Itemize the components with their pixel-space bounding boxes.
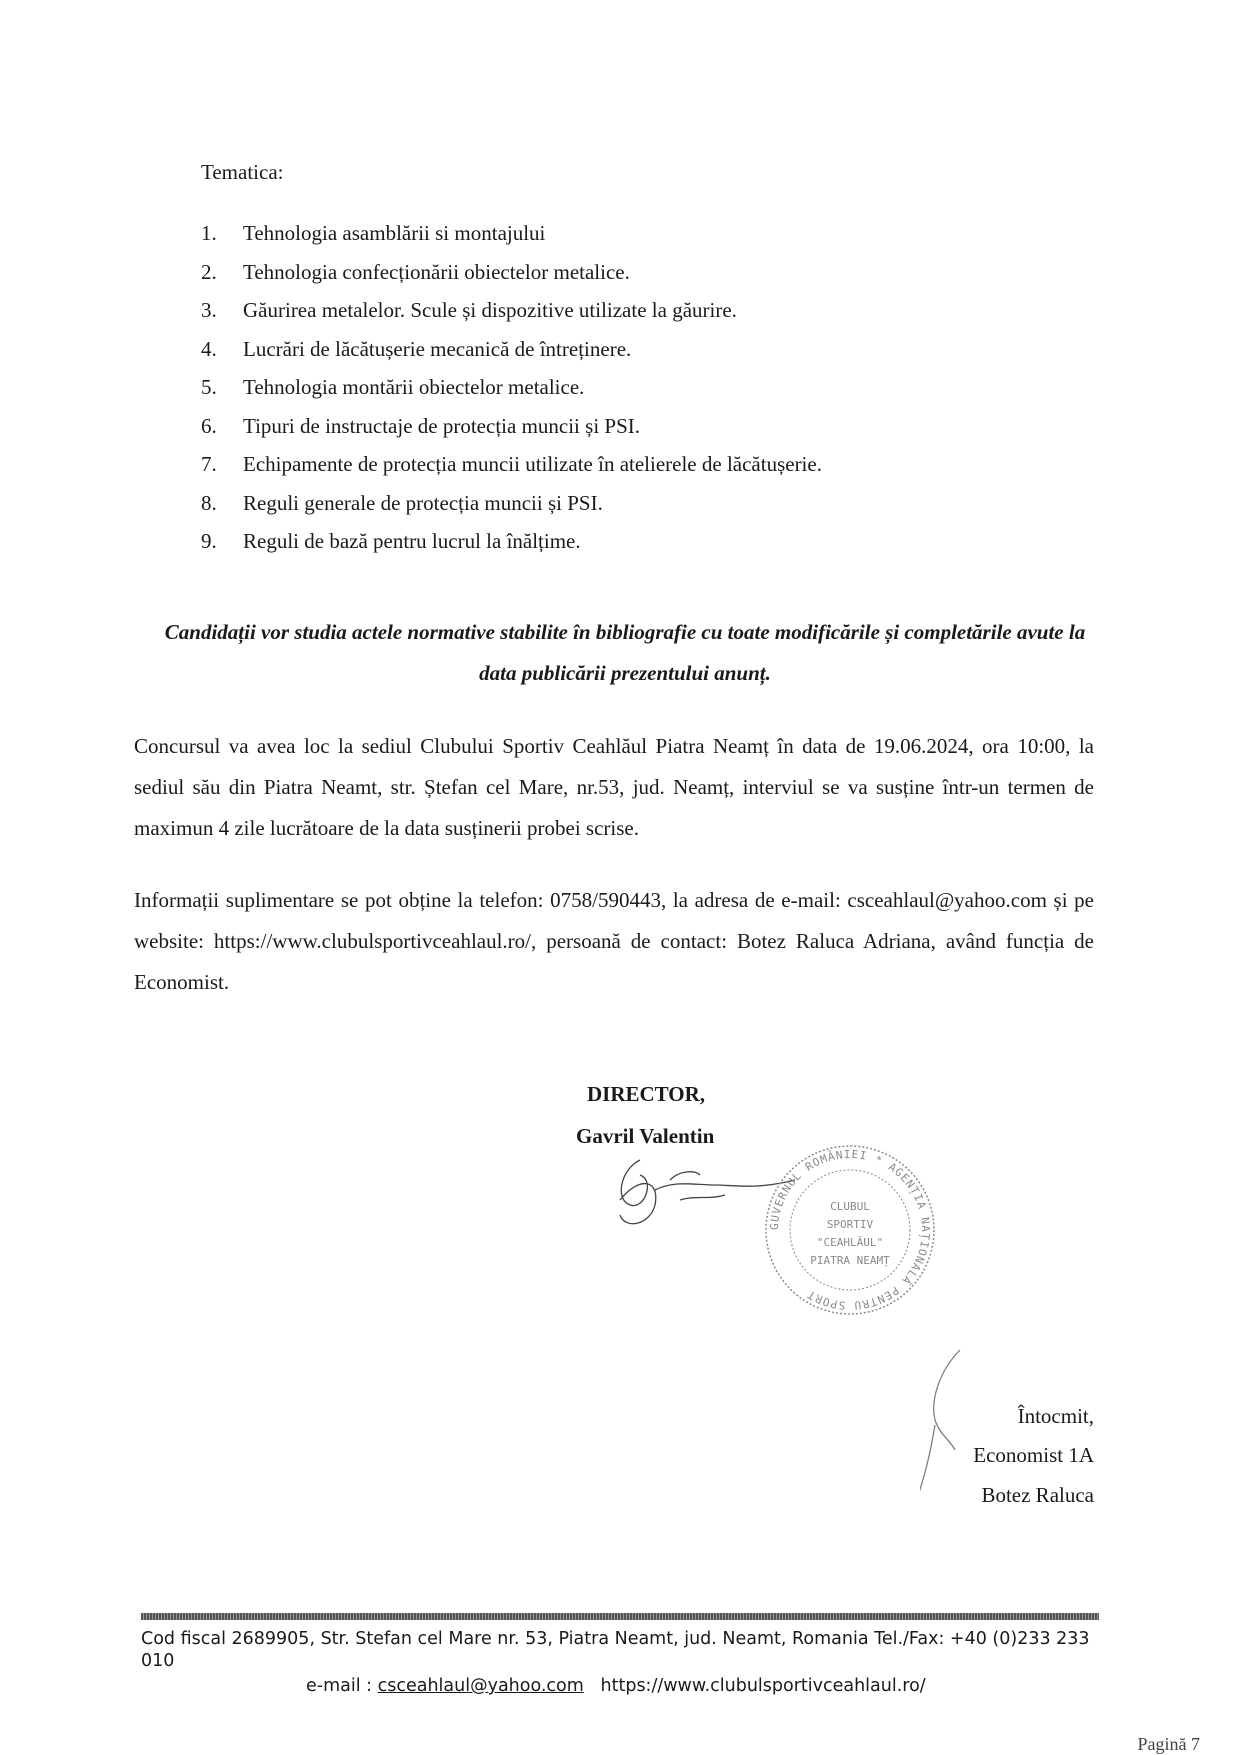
stamp-line-1: CLUBUL	[830, 1200, 870, 1213]
footer-divider	[141, 1613, 1099, 1620]
list-item: 1. Tehnologia asamblării si montajului	[201, 221, 546, 245]
director-name: Gavril Valentin	[576, 1124, 715, 1148]
footer-contact	[306, 1676, 926, 1696]
footer-email-link[interactable]: csceahlaul@yahoo.com	[377, 1676, 584, 1696]
stamp-line-4: PIATRA NEAMȚ	[810, 1254, 890, 1267]
stamp-outer-text: GUVERNUL ROMÂNIEI * AGENȚIA NAȚIONALĂ PENTRU SPORT	[767, 1147, 933, 1313]
stamp-line-2: SPORTIV	[826, 1218, 874, 1231]
info-paragraph: Informații suplimentare se pot obține la telefon: 0758/590443, la adresa de e-mail: csceahlaul@yahoo.com și pe website: https://www.clubulsportivceahlaul.ro/, persoană de contact: Botez Raluca Adriana, având funcția de Economist.	[134, 888, 1094, 994]
list-item: 2. Tehnologia confecționării obiectelor metalice.	[201, 259, 630, 284]
director-title: DIRECTOR,	[587, 1082, 706, 1106]
list-item: 5. Tehnologia montării obiectelor metalice.	[201, 375, 585, 399]
stamp-line-3: "CEAHLĂUL"	[816, 1236, 884, 1249]
preparer-signature	[920, 1340, 980, 1520]
prepared-by-name: Botez Raluca	[981, 1483, 1094, 1507]
notice-text: Candidații vor studia actele normative stabilite în bibliografie cu toate modificările și completările avute la data publicării prezentului anunț.	[164, 620, 1086, 685]
list-item: 6. Tipuri de instructaje de protecția muncii și PSI.	[201, 413, 641, 438]
contest-paragraph: Concursul va avea loc la sediul Clubului Sportiv Ceahlăul Piatra Neamț în data de 19.06.2024, ora 10:00, la sediul său din Piatra Neamt, str. Ștefan cel Mare, nr.53, jud. Neamț, interviul se va susține într-un termen de maximun 4 zile lucrătoare de la data susținerii probei scrise.	[134, 734, 1094, 840]
footer-address: Cod fiscal 2689905, Str. Stefan cel Mare nr. 53, Piatra Neamt, jud. Neamt, Romania Tel./Fax: +40 (0)233 233 010	[141, 1629, 1090, 1671]
list-item: 8. Reguli generale de protecția muncii și PSI.	[201, 490, 603, 515]
section-heading: Tematica:	[201, 160, 284, 184]
footer-website-link[interactable]: https://www.clubulsportivceahlaul.ro/	[600, 1676, 926, 1696]
list-item: 9. Reguli de bază pentru lucrul la înălțime.	[201, 529, 581, 553]
list-item: 4. Lucrări de lăcătușerie mecanică de întreținere.	[201, 336, 632, 361]
prepared-by-role: Economist 1A	[973, 1443, 1094, 1467]
institution-stamp	[760, 1140, 940, 1320]
prepared-by-label: Întocmit,	[1017, 1404, 1094, 1428]
page-number: Pagină 7	[1137, 1734, 1200, 1754]
footer-email-label: e-mail :	[306, 1676, 378, 1696]
list-item: 3. Găurirea metalelor. Scule și dispozitive utilizate la găurire.	[201, 298, 737, 322]
topic-list	[201, 221, 822, 568]
list-item: 7. Echipamente de protecția muncii utilizate în atelierele de lăcătușerie.	[201, 452, 822, 476]
